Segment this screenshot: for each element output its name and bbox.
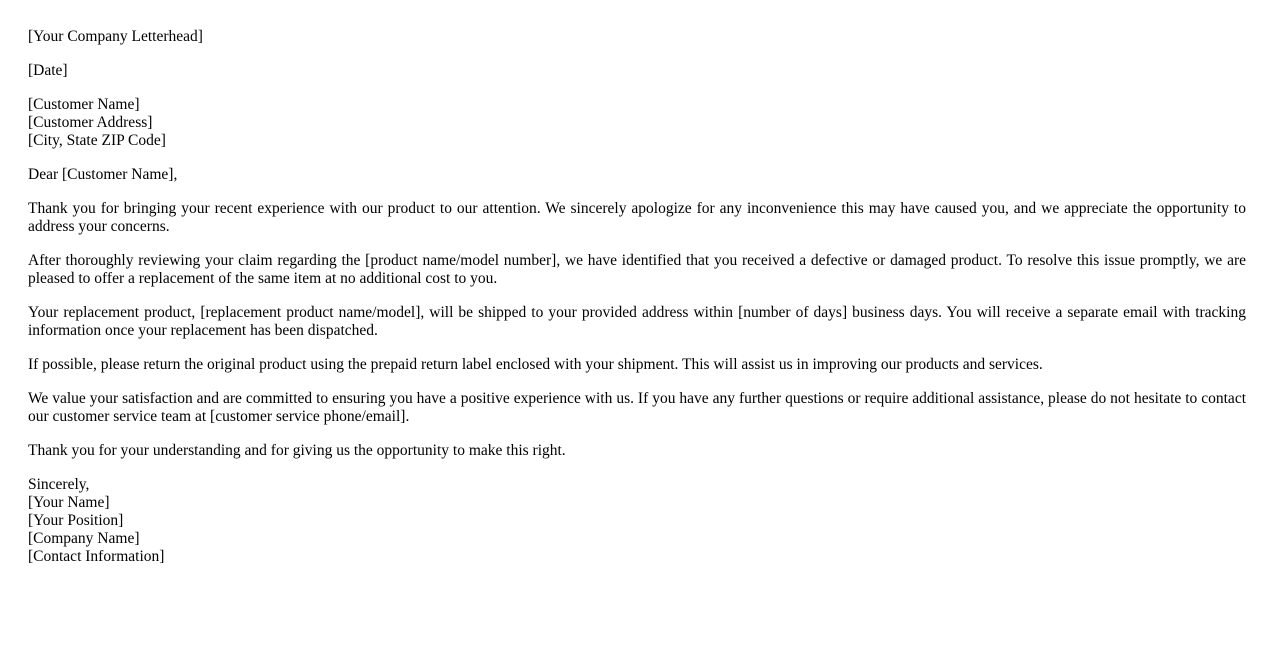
valediction: Sincerely, [28, 476, 90, 493]
sender-name: [Your Name] [28, 494, 110, 511]
recipient-name: [Customer Name] [28, 96, 140, 113]
company-name: [Company Name] [28, 530, 140, 547]
body-paragraph-thanks: Thank you for bringing your recent experience with our product to our attention. We sincerely apologize for any inconvenience this may have caused you, and we appreciate the opportunity to address your concerns. [28, 200, 1246, 235]
recipient-address-block [28, 96, 1246, 150]
salutation: Dear [Customer Name], [28, 166, 178, 183]
letterhead: [Your Company Letterhead] [28, 28, 203, 45]
signature-block [28, 476, 1246, 566]
letterhead-block [28, 28, 1246, 46]
body-paragraph-contact: We value your satisfaction and are committed to ensuring you have a positive experience with us. If you have any further questions or require additional assistance, please do not hesitate to contact our customer service team at [customer service phone/email]. [28, 390, 1246, 425]
body-paragraph-return: If possible, please return the original product using the prepaid return label enclosed with your shipment. This will assist us in improving our products and services. [28, 356, 1043, 373]
recipient-city-state-zip: [City, State ZIP Code] [28, 132, 166, 149]
recipient-address: [Customer Address] [28, 114, 153, 131]
contact-information: [Contact Information] [28, 548, 165, 565]
letter-date: [Date] [28, 62, 68, 79]
body-paragraph-claim-review: After thoroughly reviewing your claim regarding the [product name/model number], we have identified that you received a defective or damaged product. To resolve this issue promptly, we are pleased to offer a replacement of the same item at no additional cost to you. [28, 252, 1246, 287]
body-paragraph-closing-thanks: Thank you for your understanding and for giving us the opportunity to make this right. [28, 442, 566, 459]
body-paragraph-shipping: Your replacement product, [replacement product name/model], will be shipped to your provided address within [number of days] business days. You will receive a separate email with tracking information once your replacement has been dispatched. [28, 304, 1246, 339]
salutation-block [28, 166, 1246, 184]
date-block [28, 62, 1246, 80]
sender-position: [Your Position] [28, 512, 124, 529]
letter-document [28, 28, 1246, 582]
